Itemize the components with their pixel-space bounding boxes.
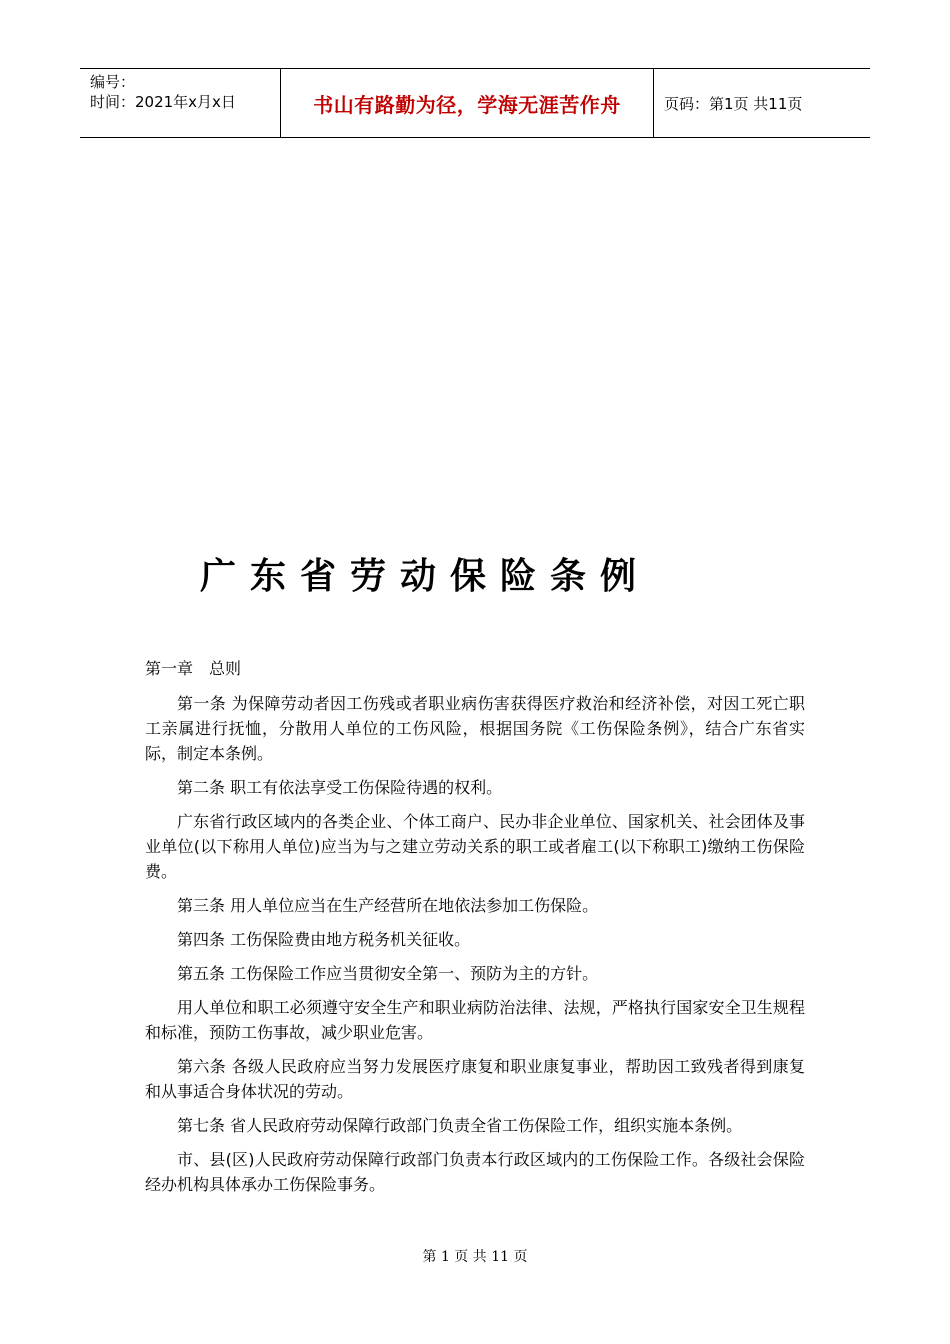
header-motto: 书山有路勤为径，学海无涯苦作舟 bbox=[281, 69, 654, 137]
paragraph: 第五条 工伤保险工作应当贯彻安全第一、预防为主的方针。 bbox=[177, 964, 599, 983]
paragraph: 第七条 省人民政府劳动保障行政部门负责全省工伤保险工作，组织实施本条例。 bbox=[177, 1116, 743, 1135]
paragraph: 广东省行政区域内的各类企业、个体工商户、民办非企业单位、国家机关、社会团体及事业单位(以下称用人单位)应当为与之建立劳动关系的职工或者雇工(以下称职工)缴纳工伤保险费。 bbox=[145, 812, 805, 881]
paragraph: 第六条 各级人民政府应当努力发展医疗康复和职业康复事业，帮助因工致残者得到康复和从事适合身体状况的劳动。 bbox=[145, 1057, 805, 1101]
header-meta bbox=[80, 69, 281, 137]
paragraph: 第一条 为保障劳动者因工伤残或者职业病伤害获得医疗救治和经济补偿，对因工死亡职工亲属进行抚恤，分散用人单位的工伤风险，根据国务院《工伤保险条例》，结合广东省实际，制定本条例。 bbox=[145, 694, 805, 763]
document-title: 广东省劳动保险条例 bbox=[200, 556, 651, 597]
paragraph: 第四条 工伤保险费由地方税务机关征收。 bbox=[177, 930, 471, 949]
header-page-info: 页码：第1页 共11页 bbox=[664, 94, 803, 113]
paragraph: 第二条 职工有依法享受工伤保险待遇的权利。 bbox=[177, 778, 503, 797]
paragraph: 用人单位和职工必须遵守安全生产和职业病防治法律、法规，严格执行国家安全卫生规程和标准，预防工伤事故，减少职业危害。 bbox=[145, 998, 805, 1042]
page-footer: 第 1 页 共 11 页 bbox=[422, 1249, 528, 1265]
chapter-number: 第一章 bbox=[145, 659, 194, 678]
chapter-name: 总则 bbox=[209, 659, 242, 678]
time-label: 时间：2021年x月x日 bbox=[90, 93, 236, 111]
chapter-heading bbox=[145, 656, 805, 681]
document-body bbox=[145, 656, 805, 1206]
page-header bbox=[80, 68, 870, 138]
paragraph: 市、县(区)人民政府劳动保障行政部门负责本行政区域内的工伤保险工作。各级社会保险经办机构具体承办工伤保险事务。 bbox=[145, 1150, 805, 1194]
paragraph: 第三条 用人单位应当在生产经营所在地依法参加工伤保险。 bbox=[177, 896, 599, 915]
number-label: 编号： bbox=[90, 73, 136, 91]
